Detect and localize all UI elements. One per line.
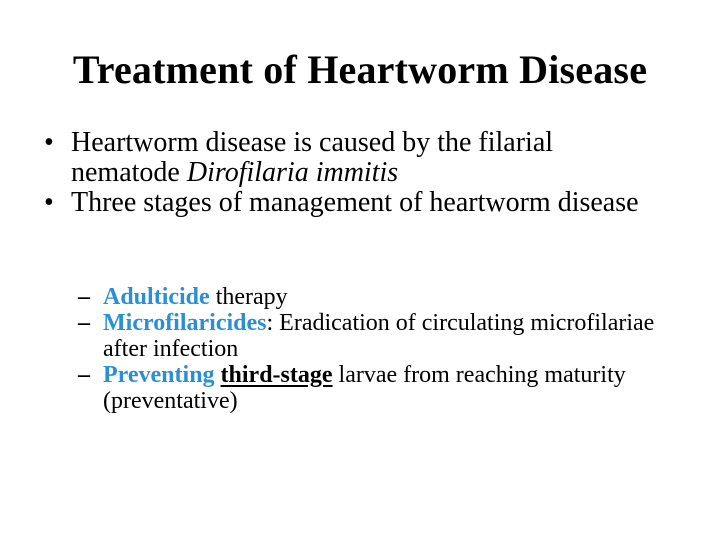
bullet-text: Three stages of management of heartworm disease xyxy=(71,187,639,218)
bullet-list xyxy=(44,128,664,218)
bullet-item xyxy=(44,128,664,188)
sub-bullet-item xyxy=(78,310,658,362)
bullet-marker: • xyxy=(44,127,54,158)
sub-bullet-text: therapy xyxy=(209,284,288,310)
sub-bullet-list xyxy=(78,284,658,414)
sub-bullet-text: larvae from reaching maturity (preventative) xyxy=(103,362,626,414)
sub-bullet-marker: – xyxy=(78,310,90,336)
slide-title: Treatment of Heartworm Disease xyxy=(72,47,648,92)
term-preventing: Preventing xyxy=(103,362,215,388)
species-name: Dirofilaria immitis xyxy=(186,157,399,188)
sub-bullet-marker: – xyxy=(78,362,90,388)
sub-bullet-text: : Eradication of circulating microfilariae after infection xyxy=(103,310,655,362)
sub-bullet-marker: – xyxy=(78,284,90,310)
bullet-item xyxy=(44,188,664,218)
sub-bullet-item xyxy=(78,284,658,310)
bullet-text: Heartworm disease is caused by the filarial nematode xyxy=(71,127,554,188)
bullet-marker: • xyxy=(44,187,54,218)
term-adulticide: Adulticide xyxy=(103,284,210,310)
term-microfilaricides: Microfilaricides xyxy=(103,310,267,336)
sub-bullet-item xyxy=(78,362,658,414)
term-third-stage: third-stage xyxy=(220,362,333,388)
